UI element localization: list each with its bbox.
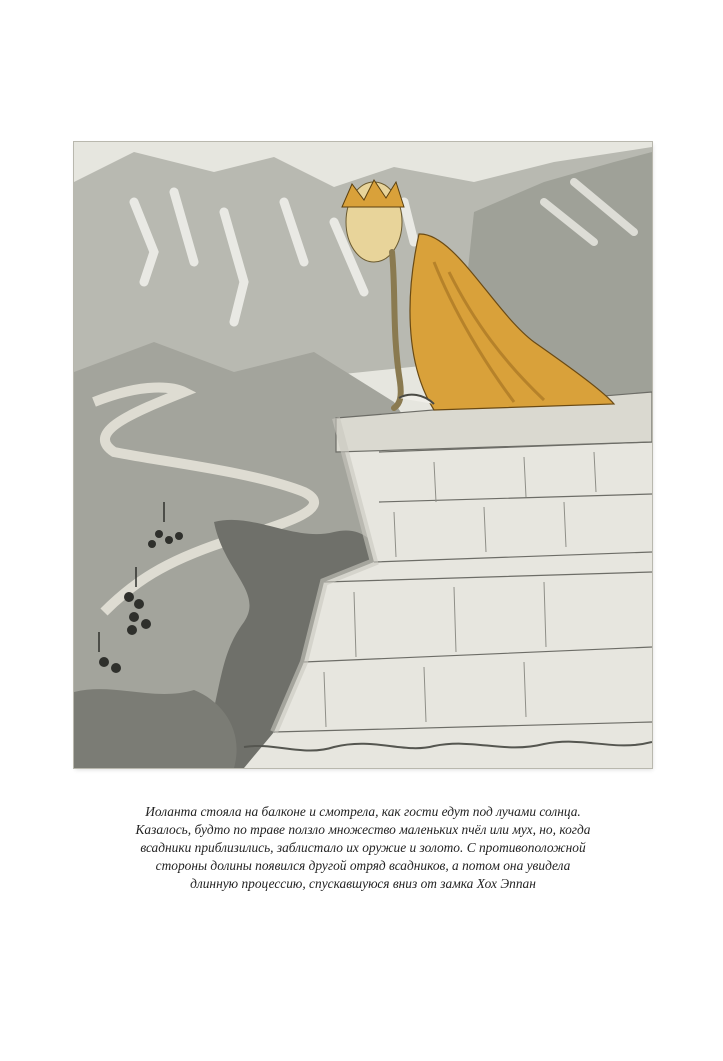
caption-line: длинную процессию, спускавшуюся вниз от замка Хох Эппан bbox=[190, 876, 536, 891]
illustration-drawing bbox=[74, 142, 652, 768]
illustration-caption bbox=[80, 803, 646, 893]
caption-line: Иоланта стояла на балконе и смотрела, как гости едут под лучами солнца. bbox=[145, 804, 581, 819]
caption-line: стороны долины появился другой отряд всадников, а потом она увидела bbox=[155, 858, 571, 873]
foreground-bushes bbox=[74, 689, 237, 768]
caption-line: всадники приблизились, заблистало их оружие и золото. С противоположной bbox=[140, 840, 586, 855]
caption-line: Казалось, будто по траве ползло множество маленьких пчёл или мух, но, когда bbox=[135, 822, 591, 837]
illustration-princess-on-balcony bbox=[74, 142, 652, 768]
